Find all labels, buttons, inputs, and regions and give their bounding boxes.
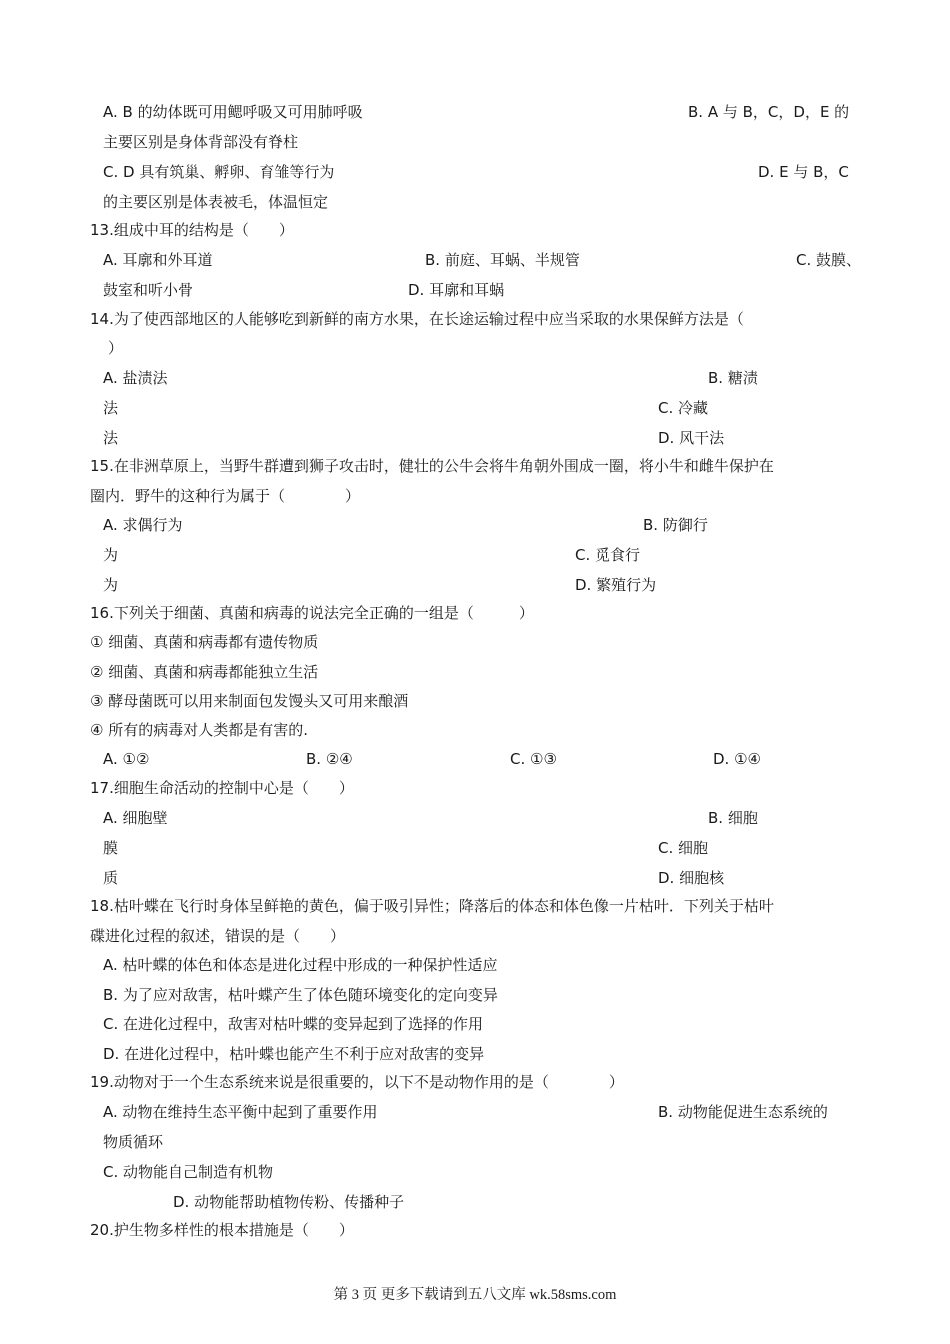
option-b-continued: 物质循环: [103, 1133, 164, 1151]
page-footer: 第 3 页 更多下载请到五八文库 wk.58sms.com: [333, 1287, 617, 1303]
option-a: A. 耳廓和外耳道: [103, 251, 213, 269]
option-d: D. 在进化过程中，枯叶蝶也能产生不利于应对敌害的变异: [103, 1045, 485, 1063]
option-a: A. 盐渍法: [103, 369, 168, 387]
option-c: C. 细胞: [658, 839, 709, 857]
option-c: C. ①③: [510, 750, 557, 768]
option-b: B. A 与 B，C，D，E 的: [688, 103, 850, 121]
question-16: 16.下列关于细菌、真菌和病毒的说法完全正确的一组是（ ）: [90, 604, 534, 622]
option-c-continued: 鼓室和听小骨: [103, 281, 194, 299]
option-a: A. 求偶行为: [103, 516, 183, 534]
option-b: B. 细胞: [708, 809, 758, 827]
statement-1: ① 细菌、真菌和病毒都有遗传物质: [90, 633, 319, 651]
option-d: D. 细胞核: [658, 869, 725, 887]
option-b-continued: 主要区别是身体背部没有脊柱: [103, 133, 299, 151]
option-a: A. ①②: [103, 750, 150, 768]
option-d: D. 风干法: [658, 429, 725, 447]
question-18: 18.枯叶蝶在飞行时身体呈鲜艳的黄色，偏于吸引异性；降落后的体态和体色像一片枯叶．下列关于枯叶: [90, 897, 774, 915]
option-c: C. 冷藏: [658, 399, 709, 417]
statement-2: ② 细菌、真菌和病毒都能独立生活: [90, 663, 319, 681]
option-a: A. 细胞壁: [103, 809, 168, 827]
statement-4: ④ 所有的病毒对人类都是有害的.: [90, 721, 308, 739]
option-c: C. D 具有筑巢、孵卵、育雏等行为: [103, 163, 335, 181]
option-d: D. 动物能帮助植物传粉、传播种子: [173, 1193, 405, 1211]
option-d: D. E 与 B，C: [758, 163, 849, 181]
option-c-continued: 法: [103, 429, 119, 447]
option-b: B. 为了应对敌害，枯叶蝶产生了体色随环境变化的定向变异: [103, 986, 498, 1004]
option-c: C. 鼓膜、: [796, 251, 862, 269]
option-b-continued: 膜: [103, 839, 119, 857]
question-15-continued: 圈内．野牛的这种行为属于（ ）: [90, 487, 361, 505]
question-20: 20.护生物多样性的根本措施是（ ）: [90, 1221, 354, 1239]
option-b-continued: 法: [103, 399, 119, 417]
question-15: 15.在非洲草原上，当野牛群遭到狮子攻击时，健壮的公牛会将牛角朝外围成一圈，将小牛和雌牛保护在: [90, 457, 774, 475]
option-b: B. 糖渍: [708, 369, 758, 387]
option-d: D. 繁殖行为: [575, 576, 657, 594]
question-19: 19.动物对于一个生态系统来说是很重要的，以下不是动物作用的是（ ）: [90, 1073, 624, 1091]
question-13: 13.组成中耳的结构是（ ）: [90, 221, 294, 239]
statement-3: ③ 酵母菌既可以用来制面包发馒头又可用来酿酒: [90, 692, 409, 710]
option-c: C. 觅食行: [575, 546, 641, 564]
option-b: B. 动物能促进生态系统的: [658, 1103, 828, 1121]
option-b: B. 前庭、耳蜗、半规管: [425, 251, 580, 269]
option-d-continued: 的主要区别是体表被毛，体温恒定: [103, 193, 329, 211]
option-c: C. 动物能自己制造有机物: [103, 1163, 274, 1181]
question-17: 17.细胞生命活动的控制中心是（ ）: [90, 779, 354, 797]
option-a: A. B 的幼体既可用鳃呼吸又可用肺呼吸: [103, 103, 363, 121]
option-c: C. 在进化过程中，敌害对枯叶蝶的变异起到了选择的作用: [103, 1015, 484, 1033]
option-a: A. 枯叶蝶的体色和体态是进化过程中形成的一种保护性适应: [103, 956, 498, 974]
option-b: B. 防御行: [643, 516, 708, 534]
question-18-continued: 碟进化过程的叙述，错误的是（ ）: [90, 927, 346, 945]
question-14-continued: ）: [108, 339, 124, 357]
option-d: D. 耳廓和耳蜗: [408, 281, 505, 299]
option-b-continued: 为: [103, 546, 119, 564]
option-d: D. ①④: [713, 750, 761, 768]
option-b: B. ②④: [306, 750, 353, 768]
option-c-continued: 为: [103, 576, 119, 594]
option-a: A. 动物在维持生态平衡中起到了重要作用: [103, 1103, 378, 1121]
question-14: 14.为了使西部地区的人能够吃到新鲜的南方水果，在长途运输过程中应当采取的水果保鲜方法是（: [90, 310, 744, 328]
option-c-continued: 质: [103, 869, 119, 887]
